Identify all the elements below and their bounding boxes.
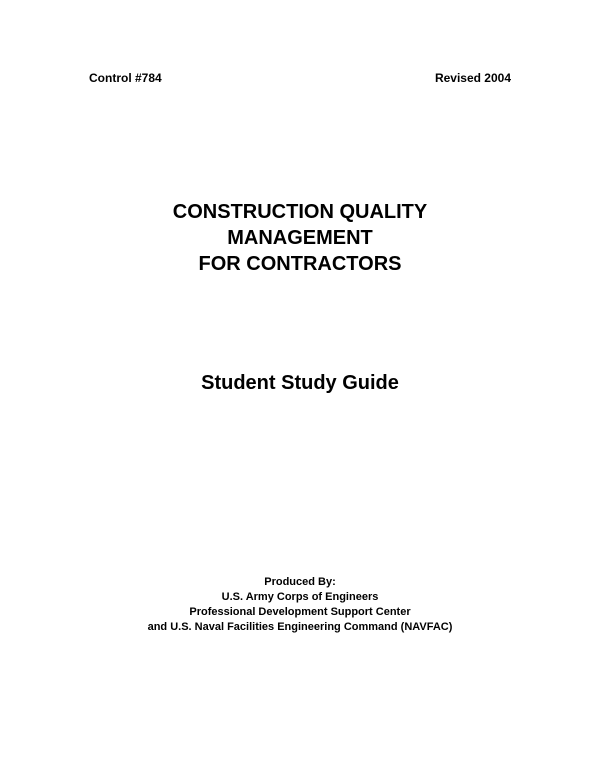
producer-line-1: U.S. Army Corps of Engineers (221, 591, 379, 603)
document-subtitle: Student Study Guide (201, 372, 399, 394)
title-line-3: FOR CONTRACTORS (198, 253, 402, 275)
producer-block (0, 575, 600, 635)
producer-label: Produced By: (264, 576, 336, 588)
revision-date: Revised 2004 (434, 71, 511, 85)
producer-line-2: Professional Development Support Center (189, 606, 411, 618)
control-number: Control #784 (89, 71, 162, 85)
document-title (0, 199, 600, 277)
producer-line-3: and U.S. Naval Facilities Engineering Command (NAVFAC) (147, 621, 453, 633)
title-line-1: CONSTRUCTION QUALITY (172, 201, 428, 223)
title-line-2: MANAGEMENT (227, 227, 373, 249)
